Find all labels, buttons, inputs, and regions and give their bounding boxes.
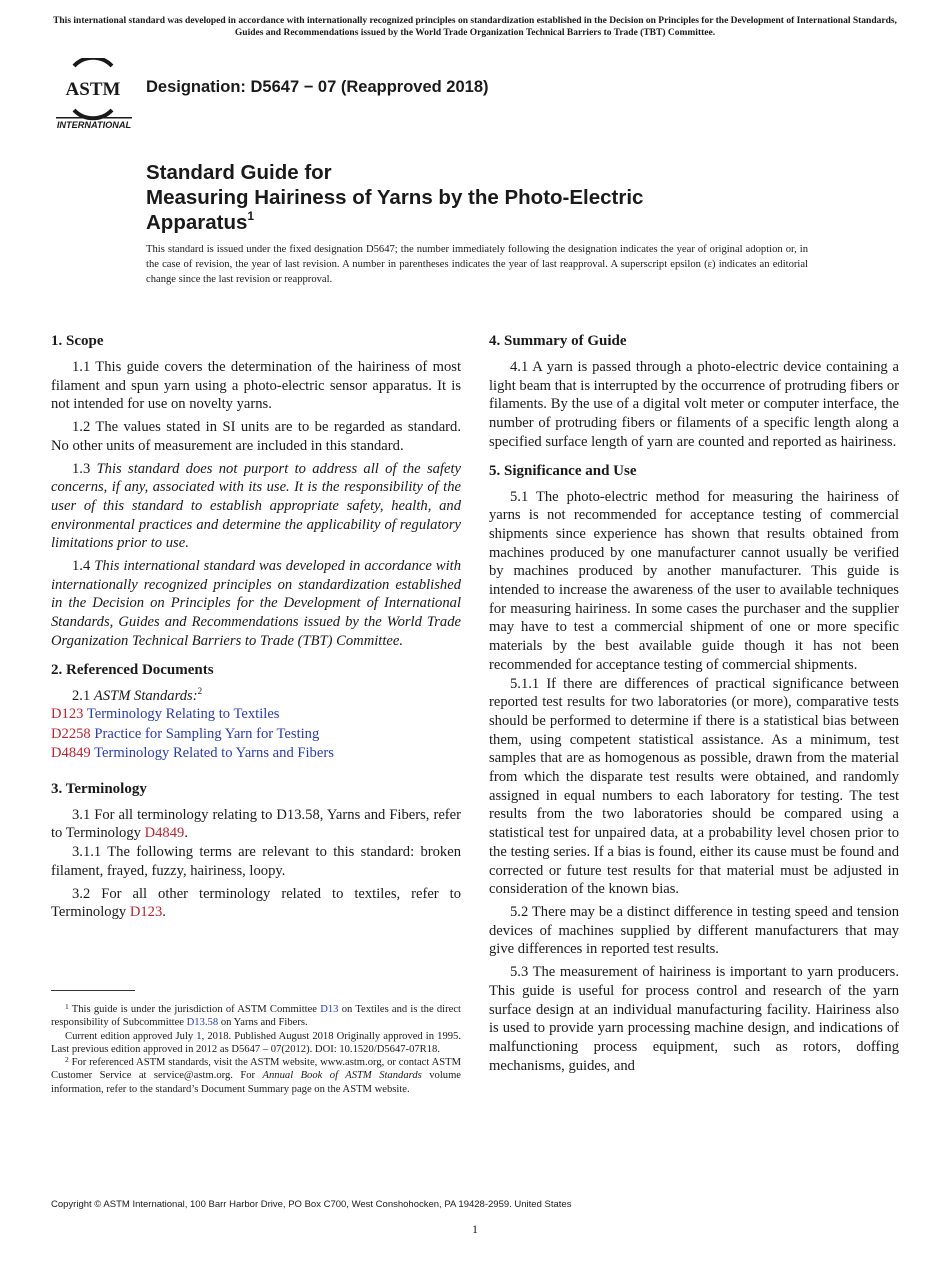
- ref-title-link[interactable]: Terminology Related to Yarns and Fibers: [94, 745, 334, 762]
- title-footnote-mark: 1: [247, 209, 255, 223]
- d13-58-link[interactable]: D13.58: [186, 1017, 219, 1029]
- significance-5-2: 5.2 There may be a distinct difference in testing speed and tension devices of machines supplied by different manufacturers that may give differences in reported test results.: [489, 903, 899, 958]
- footnotes: [51, 1003, 461, 1096]
- footnote-2: $^2$ For referenced ASTM standards, visit the ASTM website, www.astm.org, or contact ASTM Customer Service at service@astm.org. For Annual Book of ASTM Standards volume information, refer to the standard’s Document Summary page on the ASTM website.: [51, 1055, 462, 1095]
- scope-1-3: 1.3 This standard does not purport to address all of the safety concerns, if any, associated with its use. It is the responsibility of the user of this standard to establish appropriate safety, health, and environmental practices and determine the applicability of regulatory limitations prior to use.: [51, 460, 461, 552]
- title-line-2: Measuring Hairiness of Yarns by the Photo-Electric: [146, 186, 644, 209]
- terminology-3-1-1: 3.1.1 The following terms are relevant to this standard: broken filament, frayed, fuzzy, hairiness, loopy.: [51, 844, 461, 879]
- ref-title-link[interactable]: Practice for Sampling Yarn for Testing: [94, 725, 320, 742]
- significance-heading: 5. Significance and Use: [489, 462, 637, 479]
- referenced-documents-heading: 2. Referenced Documents: [51, 661, 214, 678]
- ref-code-link[interactable]: D4849: [51, 745, 91, 762]
- left-column: [51, 332, 461, 922]
- significance-5-1-1: 5.1.1 If there are differences of practical significance between reported test results for two laboratories (or more), comparative tests should be performed to determine if there is a statistical bias between them, using competent statistical assistance. As a minimum, test samples that are as homogenous as possible, drawn from the material from which the disparate test results were obtained, and randomly assigned in equal numbers to each laboratory for testing. The test results from the two laboratories should be compared using a statistical test for unpaired data, at a probability level chosen prior to the testing series. If a bias is found, either its cause must be found and corrected or future test results for that material must be adjusted in consideration of the known bias.: [489, 675, 899, 898]
- title-line-1: Standard Guide for: [146, 161, 332, 184]
- issuance-note: This standard is issued under the fixed designation D5647; the number immediately following the designation indicates the year of original adoption or, in the case of revision, the year of last revision. A number in parentheses indicates the year of last reapproval. A superscript epsilon (ε) indicates an editorial change since the last revision or reapproval.: [146, 244, 808, 285]
- page-number: 1: [472, 1222, 478, 1236]
- terminology-3-2: 3.2 For all other terminology related to textiles, refer to Terminology D123.: [51, 885, 461, 921]
- d4849-link[interactable]: D4849: [144, 825, 185, 842]
- scope-heading: 1. Scope: [51, 333, 104, 349]
- astm-logo: [52, 58, 134, 132]
- footnote-divider: [51, 990, 135, 991]
- title-line-3: Apparatus: [146, 211, 248, 234]
- ref-item[interactable]: [51, 705, 461, 725]
- right-column: [489, 332, 899, 1075]
- footnote-1: $^1$ This guide is under the jurisdiction of ASTM Committee D13 on Textiles and is the direct responsibility of Subcommittee D13.58 on Yarns and Fibers.: [51, 1002, 461, 1029]
- logo-subtext: INTERNATIONAL: [56, 120, 132, 130]
- scope-1-1: 1.1 This guide covers the determination of the hairiness of most filament and spun yarn using a photo-electric sensor apparatus. It is not intended for use on novelty yarns.: [51, 359, 461, 413]
- terminology-3-1: 3.1 For all terminology relating to D13.58, Yarns and Fibers, refer to Terminology D4849.: [51, 806, 461, 842]
- footnote-1-edition: Current edition approved July 1, 2018. Published August 2018 Originally approved in 1995. Last previous edition approved in 2012 as D5647 – 07(2012). DOI: 10.1520/D5647-07R18.: [51, 1030, 461, 1055]
- ref-code-link[interactable]: D123: [51, 706, 84, 723]
- d13-link[interactable]: D13: [320, 1004, 339, 1015]
- ref-item[interactable]: [51, 725, 461, 745]
- designation: Designation: D5647 − 07 (Reapproved 2018): [146, 78, 489, 96]
- ref-title-link[interactable]: Terminology Relating to Textiles: [86, 706, 280, 723]
- scope-1-2: 1.2 The values stated in SI units are to be regarded as standard. No other units of measurement are included in this standard.: [51, 419, 461, 454]
- international-standard-notice: This international standard was developed in accordance with internationally recognized principles on standardization established in the Decision on Principles for the Development of International Standards, Guides and Recommendations issued by the World Trade Organization Technical Barriers to Trade (TBT) Committee.: [53, 16, 897, 38]
- terminology-heading: 3. Terminology: [51, 780, 147, 797]
- summary-4-1: 4.1 A yarn is passed through a photo-electric device containing a light beam that is interrupted by the occurrence of protruding fibers or filaments. By the use of a digital volt meter or computer interface, the number of protruding fibers or filaments of a specific length along a specified surface length of yarn are counted and reported as hairiness.: [489, 359, 899, 450]
- scope-1-4: 1.4 This international standard was developed in accordance with internationally recognized principles on standardization established in the Decision on Principles for the Development of International Standards, Guides and Recommendations issued by the World Trade Organization Technical Barriers to Trade (TBT) Committee.: [51, 558, 462, 649]
- ref-item[interactable]: [51, 744, 461, 764]
- significance-5-1: 5.1 The photo-electric method for measuring the hairiness of yarns is not recommended for acceptance testing of commercial shipments since experience has shown that results obtained from machines produced by one manufacturer cannot usually be verified by machines produced by another manufacturer. This guide is intended to increase the awareness of the user to available techniques for measuring hairiness. In some cases the purchaser and the supplier may have to test a commercial shipment of one or more specific materials by the best available guide though it has not been recommended for acceptance testing of commercial shipments.: [489, 488, 899, 673]
- ref-code-link[interactable]: D2258: [51, 725, 91, 742]
- d123-link[interactable]: D123: [129, 904, 163, 921]
- document-title: [146, 160, 846, 235]
- copyright: Copyright © ASTM International, 100 Barr Harbor Drive, PO Box C700, West Conshohocken, PA 19428-2959. United States: [51, 1199, 572, 1210]
- logo-text: ASTM: [65, 79, 121, 100]
- astm-standards-intro: 2.1 ASTM Standards:$^2$: [72, 685, 203, 704]
- summary-heading: 4. Summary of Guide: [489, 333, 627, 349]
- significance-5-3: 5.3 The measurement of hairiness is important to yarn producers. This guide is useful for process control and research of the yarn surface design at an individual manufacturing facility. Hairiness also is used to provide yarn processing machine design, and indications of malfunctioning process equipment, such as rotors, doffing mechanisms, guides, and: [489, 964, 899, 1074]
